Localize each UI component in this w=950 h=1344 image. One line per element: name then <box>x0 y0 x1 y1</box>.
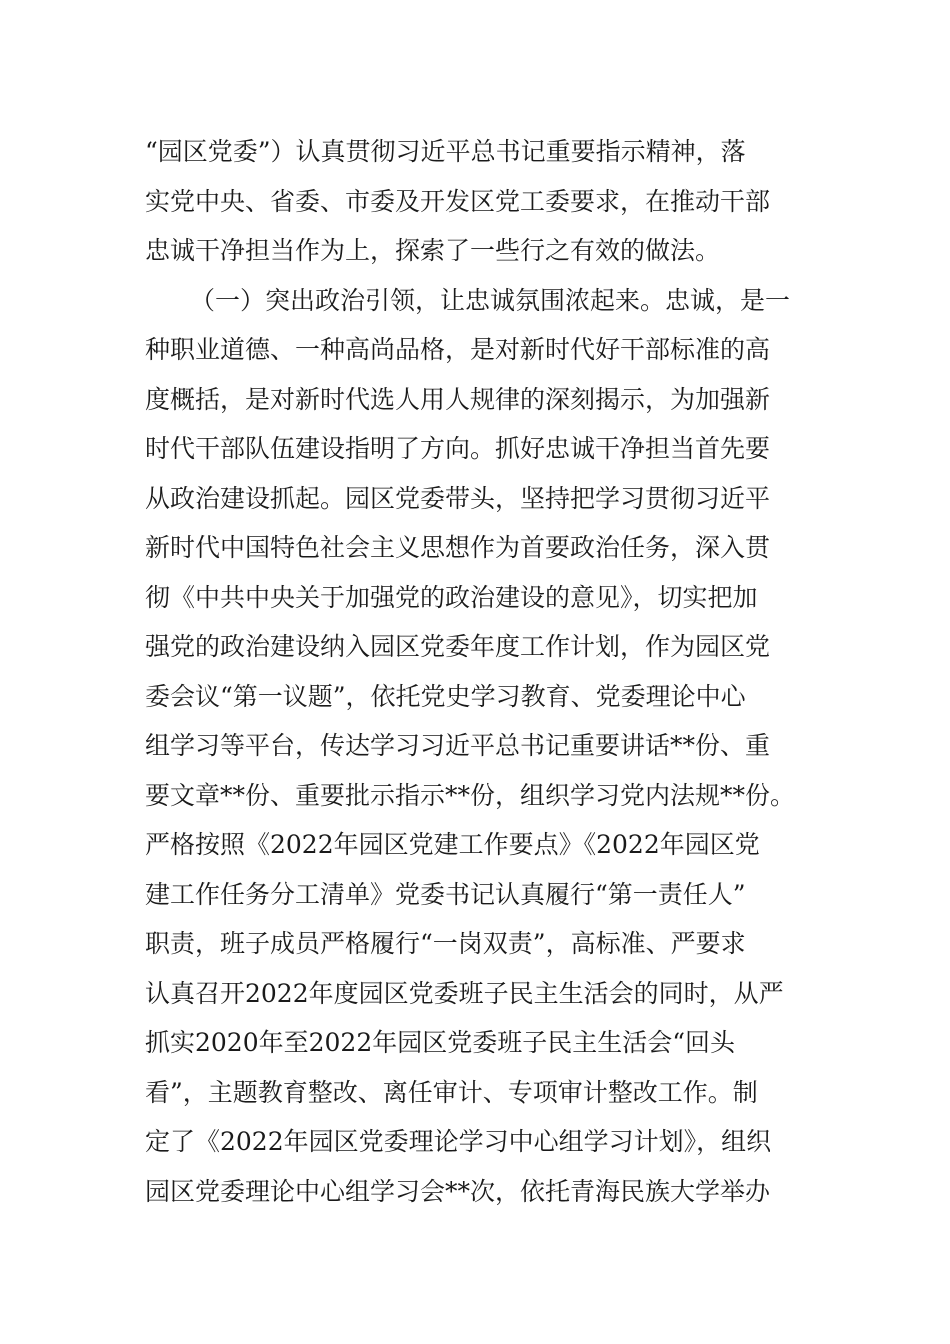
text-line: “园区党委”）认真贯彻习近平总书记重要指示精神，落 <box>145 137 746 166</box>
text-line: 彻《中共中央关于加强党的政治建设的意见》，切实把加 <box>145 583 758 612</box>
text-line: 度概括，是对新时代选人用人规律的深刻揭示，为加强新 <box>145 385 771 414</box>
text-line: 认真召开2022年度园区党委班子民主生活会的同时，从严 <box>145 979 784 1008</box>
text-line: 职责，班子成员严格履行“一岗双责”，高标准、严要求 <box>145 929 746 958</box>
text-line: 看”，主题教育整改、离任审计、专项审计整改工作。制 <box>145 1078 758 1107</box>
text-line: 忠诚干净担当作为上，探索了一些行之有效的做法。 <box>145 236 721 265</box>
text-line: 建工作任务分工清单》党委书记认真履行“第一责任人” <box>145 880 746 909</box>
text-line: 强党的政治建设纳入园区党委年度工作计划，作为园区党 <box>145 632 771 661</box>
text-line: 新时代中国特色社会主义思想作为首要政治任务，深入贯 <box>145 533 771 562</box>
text-line: 从政治建设抓起。园区党委带头，坚持把学习贯彻习近平 <box>145 484 771 513</box>
text-line: 时代干部队伍建设指明了方向。抓好忠诚干净担当首先要 <box>145 434 771 463</box>
text-line: 组学习等平台，传达学习习近平总书记重要讲话**份、重 <box>145 731 771 760</box>
text-line: 定了《2022年园区党委理论学习中心组学习计划》，组织 <box>145 1127 772 1156</box>
text-line: 严格按照《2022年园区党建工作要点》《2022年园区党 <box>145 830 760 859</box>
text-line: 种职业道德、一种高尚品格，是对新时代好干部标准的高 <box>145 335 771 364</box>
text-line: 实党中央、省委、市委及开发区党工委要求，在推动干部 <box>145 187 771 216</box>
text-line: 委会议“第一议题”，依托党史学习教育、党委理论中心 <box>145 682 746 711</box>
text-line: 要文章**份、重要批示指示**份，组织学习党内法规**份。 <box>145 781 796 810</box>
text-line: 园区党委理论中心组学习会**次，依托青海民族大学举办 <box>145 1177 771 1206</box>
text-line: 抓实2020年至2022年园区党委班子民主生活会“回头 <box>145 1028 736 1057</box>
paragraph-heading-line: （一）突出政治引领，让忠诚氛围浓起来。忠诚，是一 <box>190 286 791 315</box>
